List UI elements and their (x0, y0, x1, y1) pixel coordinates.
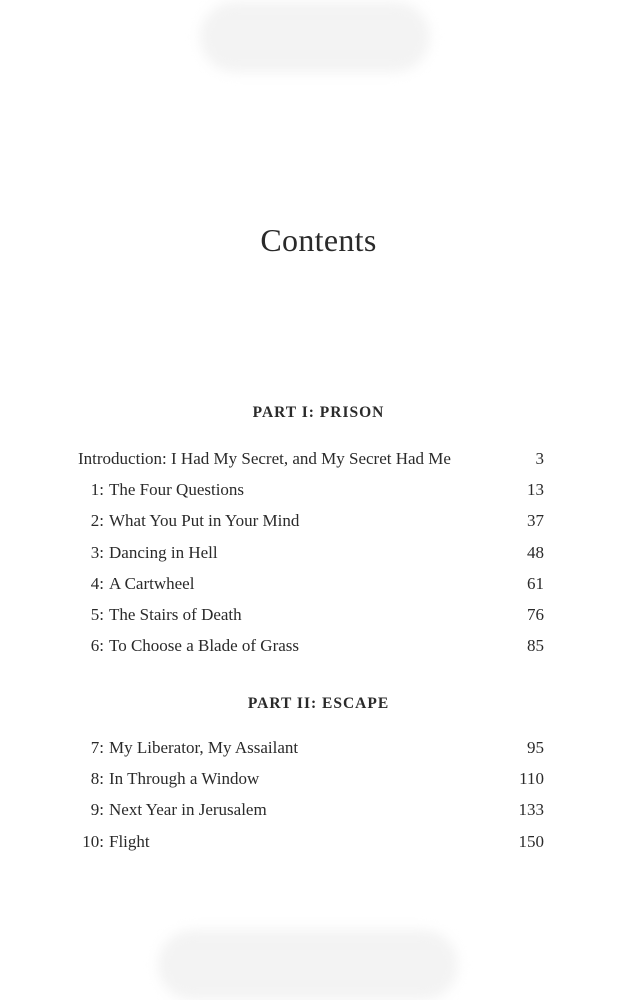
toc-entry-number: 5: (90, 604, 104, 624)
page-smudge-bottom (158, 930, 458, 1000)
toc-entry-page: 37 (527, 511, 544, 531)
toc-entry-number: 4: (90, 573, 104, 593)
page-title: Contents (260, 222, 377, 258)
toc-entry-page: 110 (519, 769, 544, 789)
toc-entry-chapter-1[interactable] (78, 478, 544, 509)
toc-entry-chapter-10[interactable] (78, 830, 544, 861)
page-smudge-top (200, 2, 430, 72)
toc-entry-number: 10: (82, 831, 104, 851)
part-heading-escape: PART II: ESCAPE (247, 695, 390, 712)
toc-entry-number: 2: (90, 511, 104, 531)
toc-entry-title: Dancing in Hell (109, 542, 218, 562)
toc-entry-title: My Liberator, My Assailant (109, 738, 299, 757)
toc-entry-page: 95 (527, 738, 544, 757)
toc-entry-chapter-4[interactable] (78, 572, 544, 603)
toc-entry-page: 133 (518, 800, 544, 820)
toc-entry-title: The Stairs of Death (109, 604, 242, 624)
toc-entry-number: 6: (90, 636, 104, 656)
toc-entry-number: 1: (90, 480, 104, 500)
toc-entry-number: 8: (90, 769, 104, 789)
toc-entry-page: 85 (527, 636, 544, 656)
toc-list-part-1 (78, 447, 544, 665)
toc-entry-title: In Through a Window (109, 769, 260, 789)
toc-entry-page: 48 (527, 542, 544, 562)
toc-entry-chapter-3[interactable] (78, 541, 544, 572)
toc-entry-introduction[interactable] (78, 447, 544, 478)
toc-entry-number: 3: (90, 542, 104, 562)
toc-entry-page: 150 (518, 831, 544, 851)
toc-entry-page: 3 (535, 449, 544, 468)
toc-entry-page: 76 (527, 604, 544, 624)
toc-entry-title: Flight (109, 831, 150, 851)
toc-entry-title: Next Year in Jerusalem (109, 800, 267, 820)
toc-entry-chapter-5[interactable] (78, 603, 544, 634)
part-heading-prison: PART I: PRISON (252, 404, 385, 421)
toc-entry-number: 7: (90, 738, 104, 757)
toc-entry-number: 9: (90, 800, 104, 820)
toc-list-part-2 (78, 736, 544, 861)
toc-entry-title: A Cartwheel (109, 573, 195, 593)
toc-entry-chapter-7[interactable] (78, 736, 544, 767)
toc-entry-title: What You Put in Your Mind (109, 511, 300, 531)
toc-entry-title: The Four Questions (109, 480, 245, 500)
toc-entry-chapter-8[interactable] (78, 767, 544, 798)
toc-entry-title: Introduction: I Had My Secret, and My Secret Had Me (78, 449, 451, 468)
toc-entry-page: 13 (527, 480, 544, 500)
toc-entry-chapter-6[interactable] (78, 634, 544, 665)
toc-entry-chapter-2[interactable] (78, 509, 544, 540)
toc-entry-chapter-9[interactable] (78, 798, 544, 829)
toc-entry-page: 61 (527, 573, 544, 593)
toc-entry-title: To Choose a Blade of Grass (109, 636, 300, 656)
